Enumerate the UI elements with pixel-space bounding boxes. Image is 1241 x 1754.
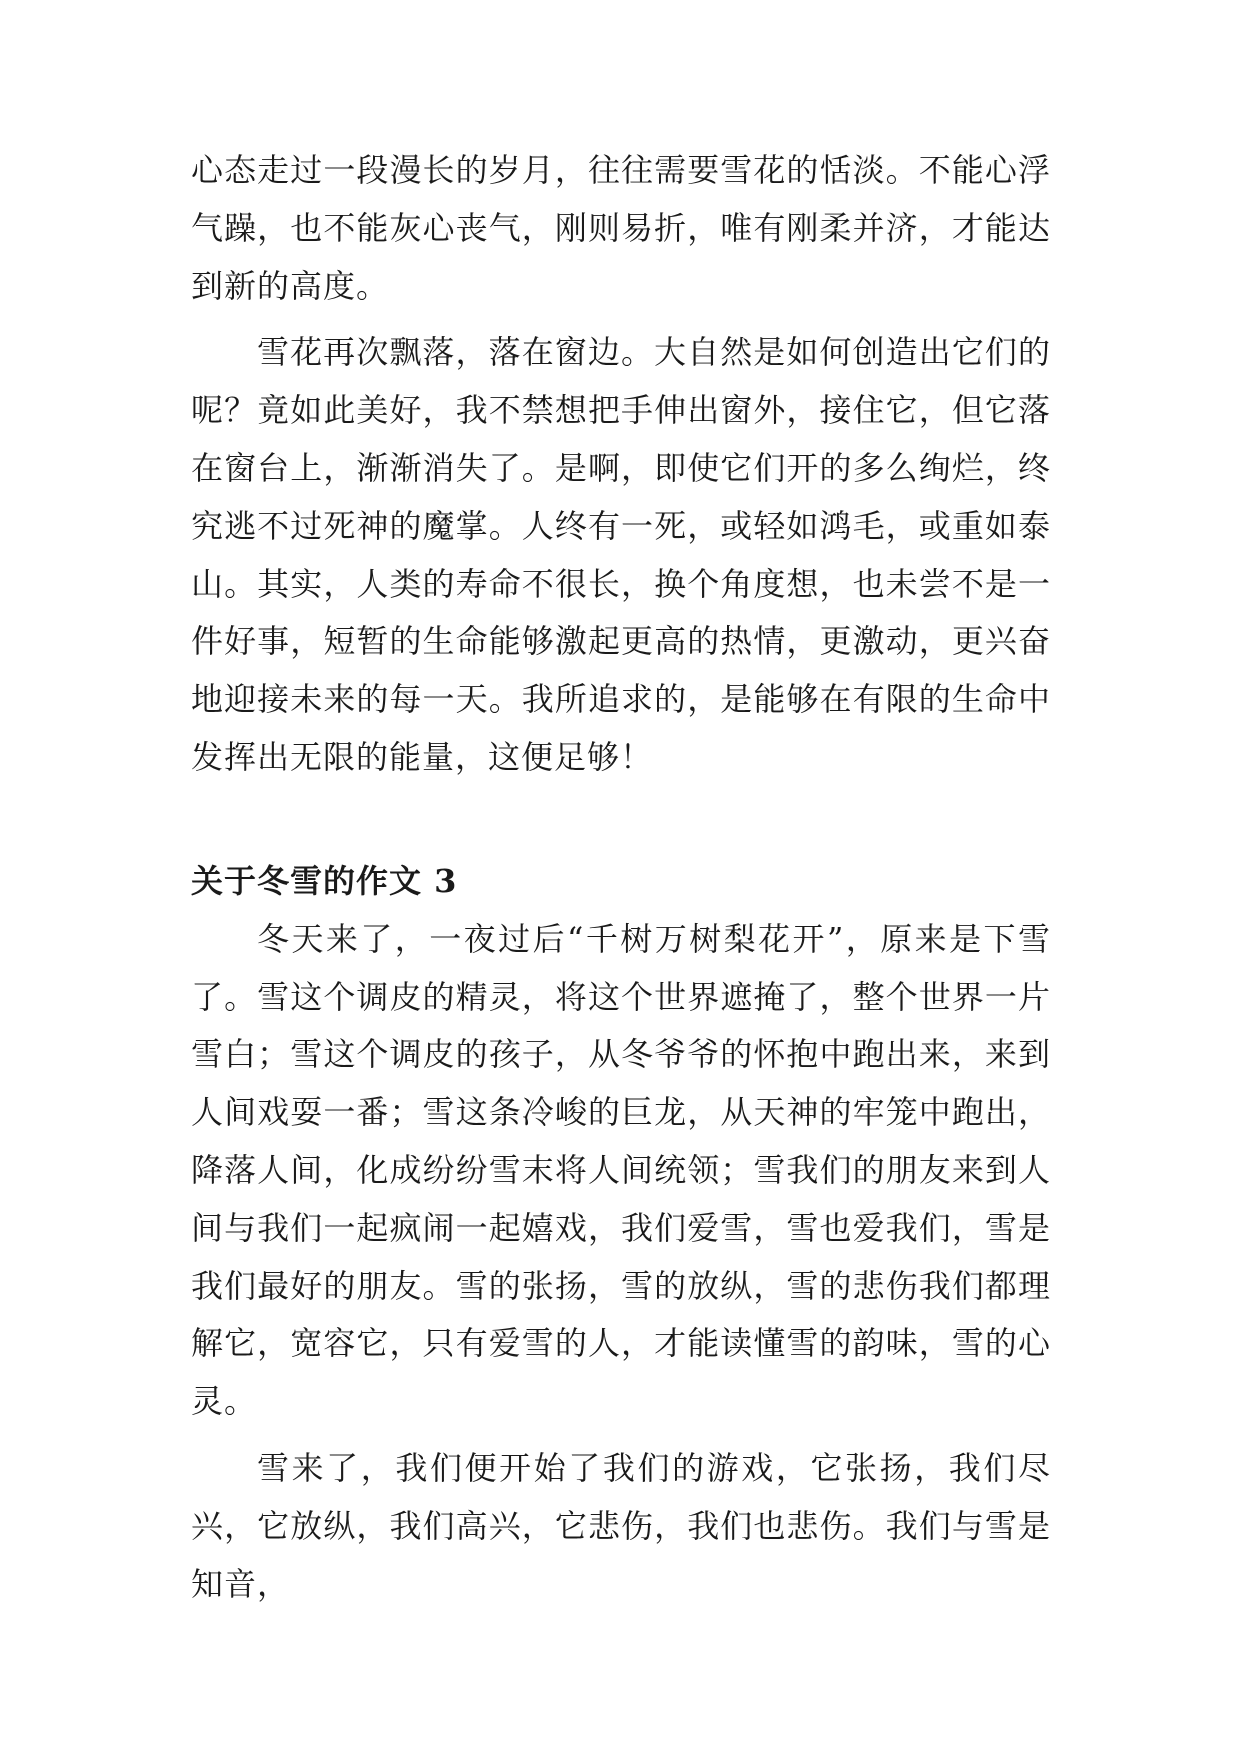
paragraph-winter: 冬天来了，一夜过后“千树万树梨花开”，原来是下雪了。雪这个调皮的精灵，将这个世界遮掩了，整个世界一片雪白；雪这个调皮的孩子，从冬爷爷的怀抱中跑出来，来到人间戏耍一番；雪这条冷峻的巨龙，从天神的牢笼中跑出，降落人间，化成纷纷雪末将人间统领；雪我们的朋友来到人间与我们一起疯闹一起嬉戏，我们爱雪，雪也爱我们，雪是我们最好的朋友。雪的张扬，雪的放纵，雪的悲伤我们都理解它，宽容它，只有爱雪的人，才能读懂雪的韵味，雪的心灵。 [191,919,1051,1421]
paragraph-game: 雪来了，我们便开始了我们的游戏，它张扬，我们尽兴，它放纵，我们高兴，它悲伤，我们也悲伤。我们与雪是知音， [191,1448,1051,1603]
section-block [191,853,1051,1613]
paragraph-snowflake: 雪花再次飘落，落在窗边。大自然是如何创造出它们的呢？竟如此美好，我不禁想把手伸出窗外，接住它，但它落在窗台上，渐渐消失了。是啊，即使它们开的多么绚烂，终究逃不过死神的魔掌。人终有一死，或轻如鸿毛，或重如泰山。其实，人类的寿命不很长，换个角度想，也未尝不是一件好事，短暂的生命能够激起更高的热情，更激动，更兴奋地迎接未来的每一天。我所追求的，是能够在有限的生命中发挥出无限的能量，这便足够！ [191,333,1051,776]
paragraph-continued: 心态走过一段漫长的岁月，往往需要雪花的恬淡。不能心浮气躁，也不能灰心丧气，刚则易折，唯有刚柔并济，才能达到新的高度。 [191,151,1051,305]
body-text-top [191,142,1051,787]
section-title: 关于冬雪的作文 3 [191,862,458,900]
